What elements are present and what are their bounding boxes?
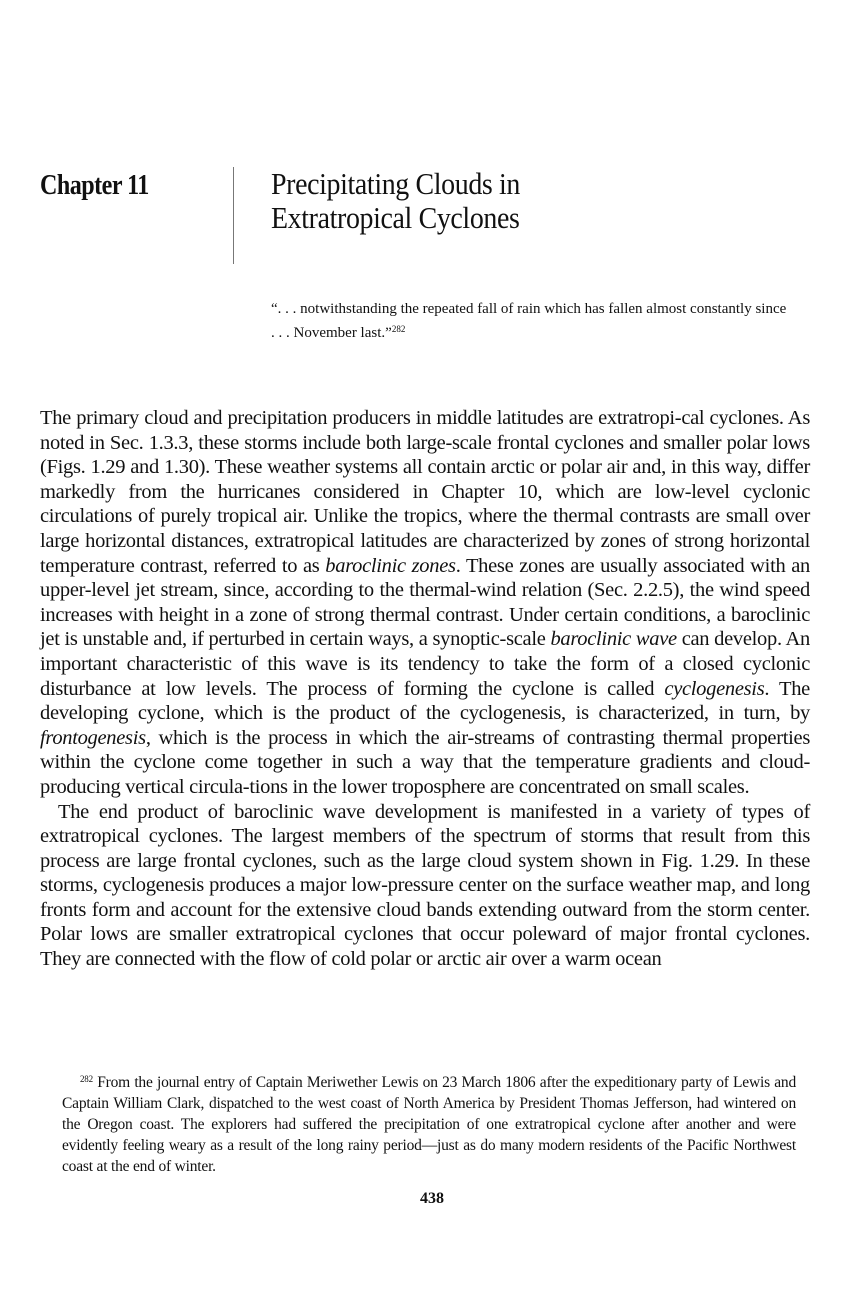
paragraph-1-text: The primary cloud and precipitation producers in middle latitudes are extratropi-cal cyclones. As noted in Sec. 1.3.3, these storms include both large-scale frontal cyclones and smaller polar lows (Figs. 1.29 and 1.30). These weather systems all contain arctic or polar air and, in this way, differ markedly from the hurricanes considered in Chapter 10, which are low-level cyclonic circulations of purely tropical air. Unlike the tropics, where the thermal contrasts are small over large horizontal distances, extratropical latitudes are characterized by zones of strong horizontal temperature contrast, referred to as [40, 407, 810, 577]
epigraph-footnote-ref: 282 [391, 324, 406, 334]
paragraph-1 [40, 406, 810, 800]
paragraph-1-text: can develop. An important characteristic of this wave is its tendency to take the form of a closed cyclonic disturbance at low levels. The process of forming the cyclone is called [40, 628, 811, 700]
term-baroclinic-zones: baroclinic zones [325, 554, 456, 577]
term-frontogenesis: frontogenesis [40, 726, 146, 749]
body-text [40, 406, 810, 972]
epigraph-text: “. . . notwithstanding the repeated fall of rain which has fallen almost constantly since . . . November last.” [271, 301, 787, 341]
term-baroclinic-wave: baroclinic wave [550, 628, 677, 651]
term-cyclogenesis: cyclogenesis [664, 677, 765, 700]
paragraph-1-text: . The developing cyclone, which is the product of the cyclogenesis, is characterized, in turn, by [40, 677, 810, 725]
chapter-title [271, 167, 520, 235]
chapter-title-line-1: Precipitating Clouds in [271, 166, 521, 201]
paragraph-1-text: , which is the process in which the air-streams of contrasting thermal properties within the cyclone come together in such a way that the temperature gradients and cloud-producing vertical circula-tions in the lower troposphere are concentrated on small scales. [40, 726, 810, 798]
chapter-title-line-2: Extratropical Cyclones [271, 200, 520, 235]
page-number: 438 [420, 1190, 444, 1207]
chapter-label: Chapter 11 [40, 170, 149, 201]
footnote-number: 282 [80, 1074, 93, 1084]
paragraph-1-text: . These zones are usually associated with an upper-level jet stream, since, according to the thermal-wind relation (Sec. 2.2.5), the wind speed increases with height in a zone of strong thermal contrast. Under certain conditions, a baroclinic jet is unstable and, if perturbed in certain ways, a synoptic-scale [40, 554, 810, 651]
footnote-text: From the journal entry of Captain Meriwether Lewis on 23 March 1806 after the expeditionary party of Lewis and Captain William Clark, dispatched to the west coast of North America by President Thomas Jefferson, had wintered on the Oregon coast. The explorers had suffered the precipitation of one extratropical cyclone after another and were evidently feeling weary as a result of the long rainy period—just as do many modern residents of the Pacific Northwest coast at the end of winter. [62, 1074, 796, 1175]
epigraph [271, 299, 791, 343]
header-divider [233, 167, 234, 264]
footnote [62, 1069, 796, 1177]
footnote-body [62, 1069, 796, 1177]
paragraph-2: The end product of baroclinic wave development is manifested in a variety of types of extratropical cyclones. The largest members of the spectrum of storms that result from this process are large frontal cyclones, such as the large cloud system shown in Fig. 1.29. In these storms, cyclogenesis produces a major low-pressure center on the surface weather map, and long fronts form and account for the extensive cloud bands extending outward from the storm center. Polar lows are smaller extratropical cyclones that occur poleward of major frontal cyclones. They are connected with the flow of cold polar or arctic air over a warm ocean [40, 800, 810, 971]
